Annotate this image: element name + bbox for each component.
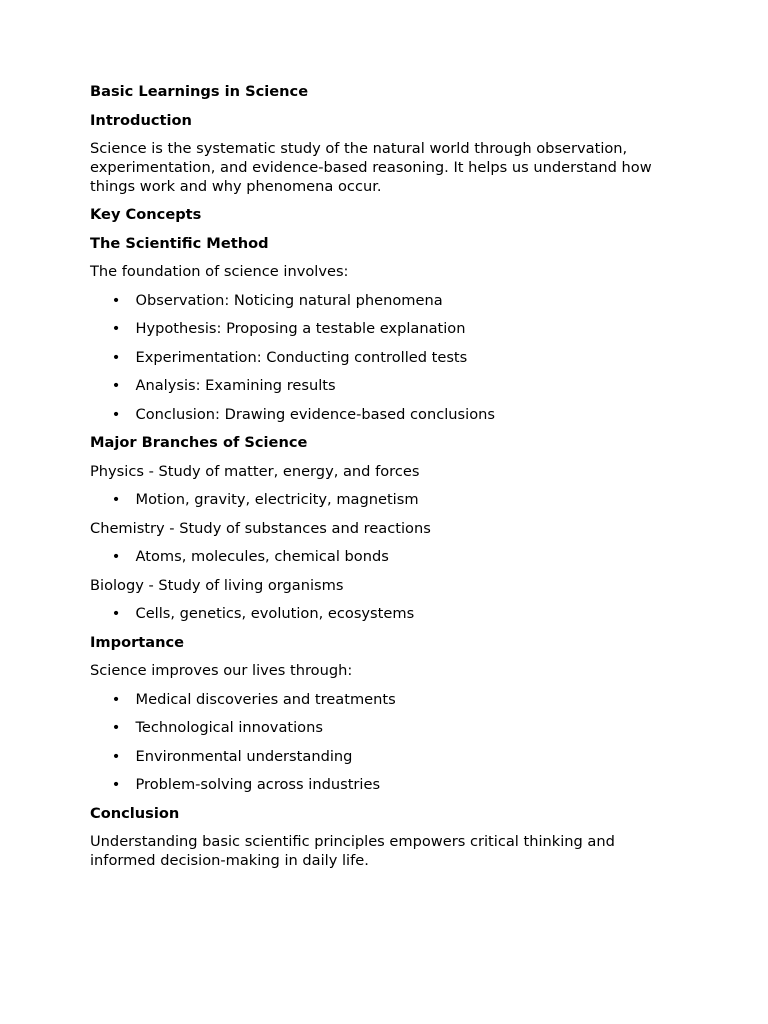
conclusion-paragraph: Understanding basic scientific principles empowers critical thinking and informed decision-making in daily life. — [90, 833, 615, 869]
list-item — [90, 775, 680, 795]
bullet-icon: • — [111, 776, 121, 793]
bullet-icon: • — [111, 348, 121, 366]
scientific-method-intro: The foundation of science involves: — [90, 263, 349, 280]
list-item-text: Cells, genetics, evolution, ecosystems — [135, 605, 415, 622]
list-item-text: Atoms, molecules, chemical bonds — [135, 548, 389, 565]
list-item-text: Conclusion: Drawing evidence-based conclusions — [135, 405, 495, 423]
importance-list — [90, 690, 680, 796]
list-item — [90, 747, 680, 767]
bullet-icon: • — [111, 377, 121, 394]
bullet-icon: • — [111, 491, 121, 508]
introduction-paragraph: Science is the systematic study of the natural world through observation, experimentation, and evidence-based reasoning. It helps us understand how things work and why phenomena occur. — [90, 140, 652, 195]
biology-paragraph: Biology - Study of living organisms — [90, 576, 344, 594]
bullet-icon: • — [111, 605, 121, 622]
bullet-icon: • — [111, 719, 121, 736]
list-item — [90, 376, 680, 396]
list-item-text: Technological innovations — [135, 719, 323, 736]
key-concepts-heading: Key Concepts — [90, 206, 202, 223]
introduction-heading: Introduction — [90, 111, 192, 129]
list-item-text: Motion, gravity, electricity, magnetism — [135, 491, 419, 508]
bullet-icon: • — [111, 690, 121, 708]
physics-paragraph: Physics - Study of matter, energy, and forces — [90, 462, 420, 480]
list-item-text: Experimentation: Conducting controlled tests — [135, 348, 468, 366]
chemistry-list — [90, 547, 680, 567]
list-item — [90, 319, 680, 339]
importance-intro: Science improves our lives through: — [90, 662, 353, 679]
chemistry-paragraph: Chemistry - Study of substances and reactions — [90, 519, 431, 537]
document-page — [90, 82, 680, 879]
list-item-text: Analysis: Examining results — [135, 377, 336, 394]
document-title: Basic Learnings in Science — [90, 83, 309, 100]
list-item — [90, 547, 680, 567]
scientific-method-heading: The Scientific Method — [90, 234, 269, 252]
physics-list — [90, 490, 680, 510]
list-item — [90, 291, 680, 311]
bullet-icon: • — [111, 291, 121, 309]
list-item-text: Hypothesis: Proposing a testable explanation — [135, 320, 466, 337]
scientific-method-list — [90, 291, 680, 425]
conclusion-heading: Conclusion — [90, 804, 180, 822]
list-item-text: Problem-solving across industries — [135, 776, 381, 793]
list-item — [90, 718, 680, 738]
list-item — [90, 490, 680, 510]
list-item-text: Observation: Noticing natural phenomena — [135, 291, 443, 309]
biology-list — [90, 604, 680, 624]
branches-heading: Major Branches of Science — [90, 434, 308, 451]
importance-heading: Importance — [90, 633, 185, 651]
list-item — [90, 405, 680, 425]
bullet-icon: • — [111, 548, 121, 565]
bullet-icon: • — [111, 747, 121, 765]
list-item-text: Medical discoveries and treatments — [135, 690, 396, 708]
list-item — [90, 690, 680, 710]
bullet-icon: • — [111, 405, 121, 423]
bullet-icon: • — [111, 320, 121, 337]
list-item-text: Environmental understanding — [135, 747, 353, 765]
list-item — [90, 604, 680, 624]
list-item — [90, 348, 680, 368]
